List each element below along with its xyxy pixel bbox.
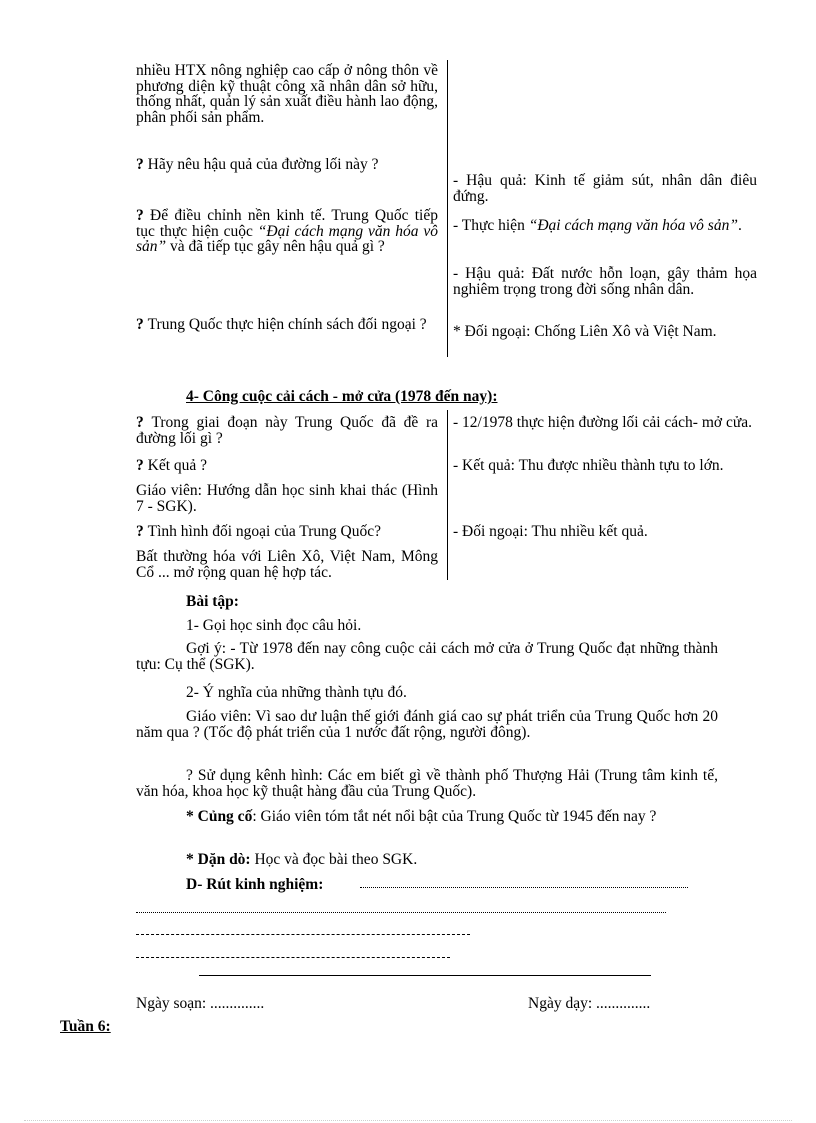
table-divider-top: [447, 60, 448, 357]
teach-date: Ngày dạy: ..............: [528, 995, 651, 1012]
answer-foreign-policy: * Đối ngoại: Chống Liên Xô và Việt Nam.: [453, 323, 717, 340]
section4-heading: 4- Công cuộc cải cách - mở cửa (1978 đến nay):: [186, 388, 498, 405]
question-consequence: ? Hãy nêu hậu quả của đường lối này ?: [136, 156, 379, 173]
answer-cultural-revolution: - Thực hiện “Đại cách mạng văn hóa vô sản”.: [453, 217, 742, 234]
answer-policy: - 12/1978 thực hiện đường lối cải cách- mở cửa.: [453, 414, 752, 431]
compose-date: Ngày soạn: ..............: [136, 995, 265, 1012]
page-bottom-border: [24, 1120, 792, 1121]
question-foreign-situation: ? Tình hình đối ngoại của Trung Quốc?: [136, 523, 381, 540]
question-foreign-policy: ? Trung Quốc thực hiện chính sách đối ngoại ?: [136, 316, 427, 333]
table-left-intro: nhiều HTX nông nghiệp cao cấp ở nông thôn về phương diện kỹ thuật công xã nhân dân sở hữu, thống nhất, quản lý sản xuất điều hành lao động, phân phối sản phẩm.: [136, 62, 438, 126]
teacher-question: Giáo viên: Vì sao dư luận thế giới đánh giá cao sự phát triển của Trung Quốc hơn 20 năm qua ? (Tốc độ phát triển của 1 nước đất rộng, người đông).: [136, 708, 718, 741]
answer-consequence: - Hậu quả: Kinh tế giảm sút, nhân dân điêu đứng.: [453, 172, 757, 205]
exercise-item-1: 1- Gọi học sinh đọc câu hỏi.: [186, 617, 362, 634]
table-divider-bottom: [447, 410, 448, 580]
answer-foreign: - Đối ngoại: Thu nhiều kết quả.: [453, 523, 648, 540]
experience-dots-4: [136, 950, 450, 958]
experience-dots-2: [136, 905, 666, 913]
teacher-guide: Giáo viên: Hướng dẫn học sinh khai thác (Hình 7 - SGK).: [136, 482, 438, 515]
exercises-title: Bài tập:: [186, 593, 239, 610]
normalize-relations: Bất thường hóa với Liên Xô, Việt Nam, Mông Cổ ... mở rộng quan hệ hợp tác.: [136, 549, 438, 580]
week-label: Tuần 6:: [60, 1018, 111, 1035]
homework-line: * Dặn dò: Học và đọc bài theo SGK.: [186, 851, 418, 868]
horizontal-rule: [199, 975, 651, 976]
experience-dots-1: [360, 880, 688, 888]
exercise-hint: Gợi ý: - Từ 1978 đến nay công cuộc cải cách mở cửa ở Trung Quốc đạt những thành tựu: Cụ thể (SGK).: [136, 640, 718, 673]
exercise-item-2: 2- Ý nghĩa của những thành tựu đó.: [186, 684, 407, 701]
answer-consequence-2: - Hậu quả: Đất nước hỗn loạn, gây thảm họa nghiêm trọng trong đời sống nhân dân.: [453, 265, 757, 298]
experience-dots-3: [136, 927, 470, 935]
question-result: ? Kết quả ?: [136, 457, 208, 474]
channel-question: ? Sử dụng kênh hình: Các em biết gì về thành phố Thượng Hải (Trung tâm kinh tế, văn hóa, khoa học kỹ thuật hàng đầu của Trung Quốc).: [136, 767, 718, 800]
question-policy: ? Trong giai đoạn này Trung Quốc đã đề ra đường lối gì ?: [136, 414, 439, 447]
consolidate-paragraph: * Củng cố: Giáo viên tóm tắt nét nổi bật của Trung Quốc từ 1945 đến nay ?: [186, 808, 657, 825]
question-adjust-economy: ? Để điều chỉnh nền kinh tế. Trung Quốc tiếp tục thực hiện cuộc “Đại cách mạng văn hóa vô sản” và đã tiếp tục gây nên hậu quả gì ?: [136, 207, 438, 255]
answer-result: - Kết quả: Thu được nhiều thành tựu to lớn.: [453, 457, 724, 474]
experience-line: D- Rút kinh nghiệm:: [186, 876, 324, 893]
